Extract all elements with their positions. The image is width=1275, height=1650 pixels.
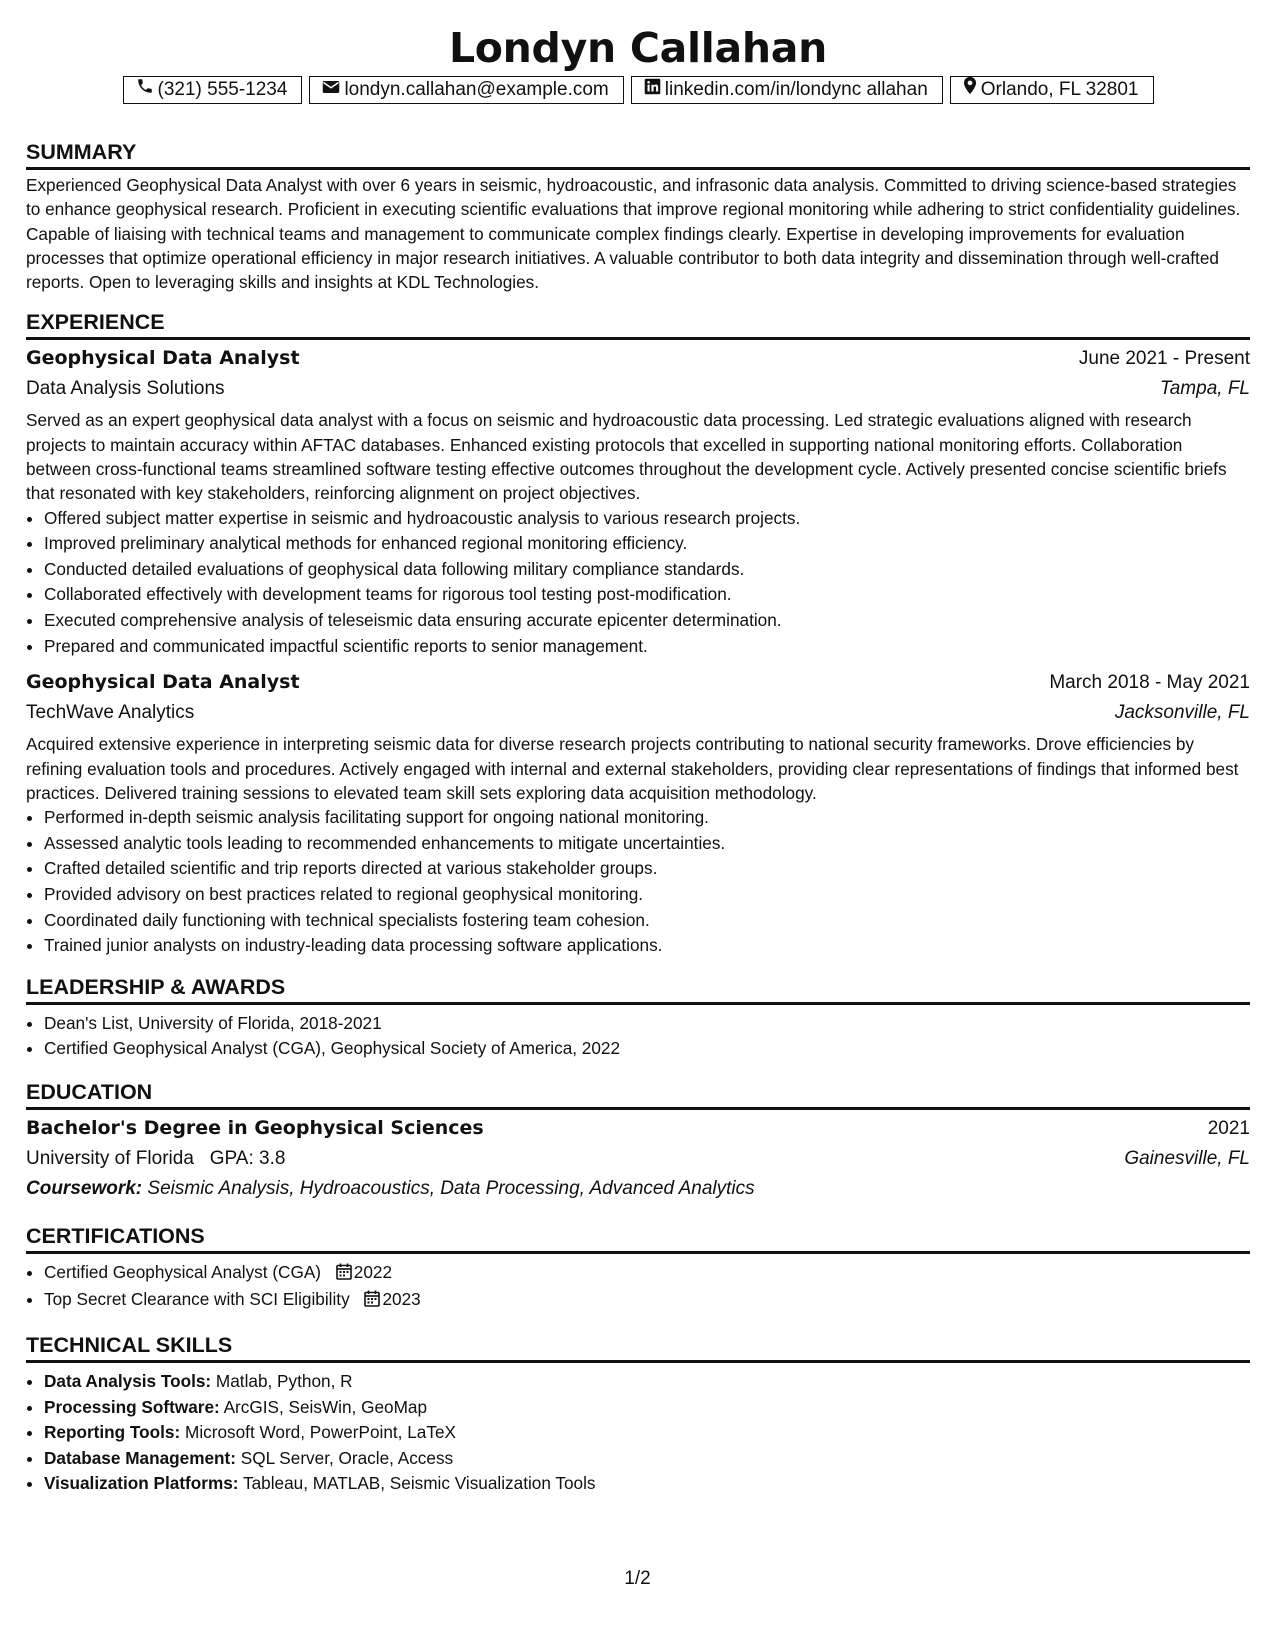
list-item: • Assessed analytic tools leading to recommended enhancements to mitigate uncertainties. xyxy=(44,831,1250,857)
summary-heading: SUMMARY xyxy=(26,138,1250,170)
awards-heading: LEADERSHIP & AWARDS xyxy=(26,973,1250,1005)
school-name: University of Florida xyxy=(26,1147,194,1169)
cert-name: Certified Geophysical Analyst (CGA) xyxy=(44,1261,322,1282)
resume-page xyxy=(26,0,1250,1497)
awards-section xyxy=(26,973,1250,1062)
graduation-year: 2021 xyxy=(1207,1117,1250,1139)
skill-label: Database Management: xyxy=(44,1447,236,1468)
cert-year: 2023 xyxy=(382,1289,421,1310)
list-item: • Provided advisory on best practices related to regional geophysical monitoring. xyxy=(44,882,1250,908)
gpa: GPA: 3.8 xyxy=(209,1147,286,1169)
envelope-icon xyxy=(322,76,344,104)
job-location: Tampa, FL xyxy=(1159,378,1250,400)
list-item xyxy=(44,1287,1250,1315)
job-bullets xyxy=(26,805,1250,959)
skill-label: Reporting Tools: xyxy=(44,1422,181,1443)
skills-list xyxy=(26,1369,1250,1497)
job-entry xyxy=(26,667,1250,958)
list-item: • Executed comprehensive analysis of teleseismic data ensuring accurate epicenter determination. xyxy=(44,608,1250,634)
list-item: • Dean's List, University of Florida, 2018-2021 xyxy=(44,1011,1250,1037)
summary-text: Experienced Geophysical Data Analyst with over 6 years in seismic, hydroacoustic, and infrasonic data analysis. Committed to driving science-based strategies to enhance geophysical research. Proficient in executing scientific evaluations that improve regional monitoring while adhering to strict confidentiality guidelines. Capable of liaising with technical teams and management to communicate complex findings clearly. Expertise in developing improvements for evaluation processes that optimize operational efficiency in major research initiatives. A valuable contributor to both data integrity and dissemination through well-crafted reports. Open to leveraging skills and insights at KDL Technologies. xyxy=(26,175,1241,293)
job-company: TechWave Analytics xyxy=(26,702,195,724)
cert-name: Top Secret Clearance with SCI Eligibility xyxy=(44,1289,350,1310)
list-item xyxy=(44,1471,1250,1497)
degree: Bachelor's Degree in Geophysical Sciences xyxy=(26,1116,484,1139)
linkedin-icon xyxy=(644,76,665,104)
list-item: • Crafted detailed scientific and trip reports directed at various stakeholder groups. xyxy=(44,856,1250,882)
list-item xyxy=(44,1369,1250,1395)
skill-value: ArcGIS, SeisWin, GeoMap xyxy=(223,1396,428,1417)
coursework-list: Seismic Analysis, Hydroacoustics, Data Processing, Advanced Analytics xyxy=(147,1177,755,1199)
linkedin-text: linkedin.com/in/londync allahan xyxy=(664,79,928,100)
list-item: • Performed in-depth seismic analysis facilitating support for ongoing national monitoring. xyxy=(44,805,1250,831)
experience-section xyxy=(26,308,1250,958)
awards-list xyxy=(26,1011,1250,1062)
cert-year: 2022 xyxy=(353,1261,393,1282)
job-entry xyxy=(26,343,1250,659)
skill-value: Microsoft Word, PowerPoint, LaTeX xyxy=(185,1422,456,1443)
page-number: 1/2 xyxy=(624,1568,651,1589)
location-chip xyxy=(950,76,1154,104)
skill-value: Matlab, Python, R xyxy=(215,1371,353,1392)
coursework-label: Coursework: xyxy=(26,1177,143,1199)
job-location: Jacksonville, FL xyxy=(1114,702,1250,724)
job-title: Geophysical Data Analyst xyxy=(26,671,300,694)
list-item: • Coordinated daily functioning with technical specialists fostering team cohesion. xyxy=(44,908,1250,934)
list-item: • Conducted detailed evaluations of geophysical data following military compliance standards. xyxy=(44,557,1250,583)
job-dates: March 2018 - May 2021 xyxy=(1049,672,1250,694)
list-item: • Collaborated effectively with development teams for rigorous tool testing post-modification. xyxy=(44,582,1250,608)
email-chip[interactable] xyxy=(309,76,623,104)
phone-text: (321) 555-1234 xyxy=(157,79,288,100)
job-dates: June 2021 - Present xyxy=(1078,348,1250,370)
email-text: londyn.callahan@example.com xyxy=(344,79,609,100)
summary-section xyxy=(26,138,1250,294)
list-item xyxy=(44,1395,1250,1421)
job-title: Geophysical Data Analyst xyxy=(26,347,300,370)
job-company: Data Analysis Solutions xyxy=(26,378,225,400)
school-location: Gainesville, FL xyxy=(1124,1147,1250,1169)
experience-heading: EXPERIENCE xyxy=(26,308,1250,340)
education-section xyxy=(26,1078,1250,1204)
certifications-list xyxy=(26,1260,1250,1315)
map-pin-icon xyxy=(963,76,981,104)
list-item xyxy=(44,1260,1250,1288)
skills-section xyxy=(26,1331,1250,1497)
job-description: Acquired extensive experience in interpreting seismic data for diverse research projects contributing to national security frameworks. Drove efficiencies by refining evaluation tools and procedures. Actively engaged with internal and external stakeholders, providing clear representations of findings that informed best practices. Delivered training sessions to elevated team skill sets exploring data acquisition methodology. xyxy=(26,734,1239,803)
calendar-icon xyxy=(336,1262,352,1288)
list-item: • Certified Geophysical Analyst (CGA), Geophysical Society of America, 2022 xyxy=(44,1036,1250,1062)
job-description: Served as an expert geophysical data analyst with a focus on seismic and hydroacoustic data processing. Led strategic evaluations aligned with research projects to maintain accuracy within AFTAC databases. Enhanced existing protocols that excelled in supporting national monitoring efforts. Collaboration between cross-functional teams streamlined software testing effective outcomes throughout the development cycle. Actively presented concise scientific briefs that resonated with key stakeholders, reinforcing alignment on project objectives. xyxy=(26,410,1227,504)
education-heading: EDUCATION xyxy=(26,1078,1250,1110)
skill-value: Tableau, MATLAB, Seismic Visualization Tools xyxy=(243,1473,596,1494)
list-item: • Offered subject matter expertise in seismic and hydroacoustic analysis to various research projects. xyxy=(44,506,1250,532)
phone-chip[interactable] xyxy=(123,76,303,104)
certifications-section xyxy=(26,1222,1250,1315)
location-text: Orlando, FL 32801 xyxy=(980,79,1139,100)
phone-icon xyxy=(136,76,158,104)
calendar-icon xyxy=(364,1289,380,1315)
certifications-heading: CERTIFICATIONS xyxy=(26,1222,1250,1254)
skill-label: Data Analysis Tools: xyxy=(44,1371,212,1392)
skill-label: Visualization Platforms: xyxy=(44,1473,239,1494)
coursework xyxy=(26,1174,1250,1204)
list-item xyxy=(44,1420,1250,1446)
list-item: • Improved preliminary analytical methods for enhanced regional monitoring efficiency. xyxy=(44,531,1250,557)
list-item: • Trained junior analysts on industry-leading data processing software applications. xyxy=(44,933,1250,959)
candidate-name: Londyn Callahan xyxy=(448,24,828,72)
skills-heading: TECHNICAL SKILLS xyxy=(26,1331,1250,1363)
skill-label: Processing Software: xyxy=(44,1396,220,1417)
linkedin-chip[interactable] xyxy=(631,76,943,104)
contact-bar xyxy=(26,76,1250,104)
job-bullets xyxy=(26,506,1250,660)
list-item xyxy=(44,1446,1250,1472)
list-item: • Prepared and communicated impactful scientific reports to senior management. xyxy=(44,634,1250,660)
skill-value: SQL Server, Oracle, Access xyxy=(240,1447,454,1468)
